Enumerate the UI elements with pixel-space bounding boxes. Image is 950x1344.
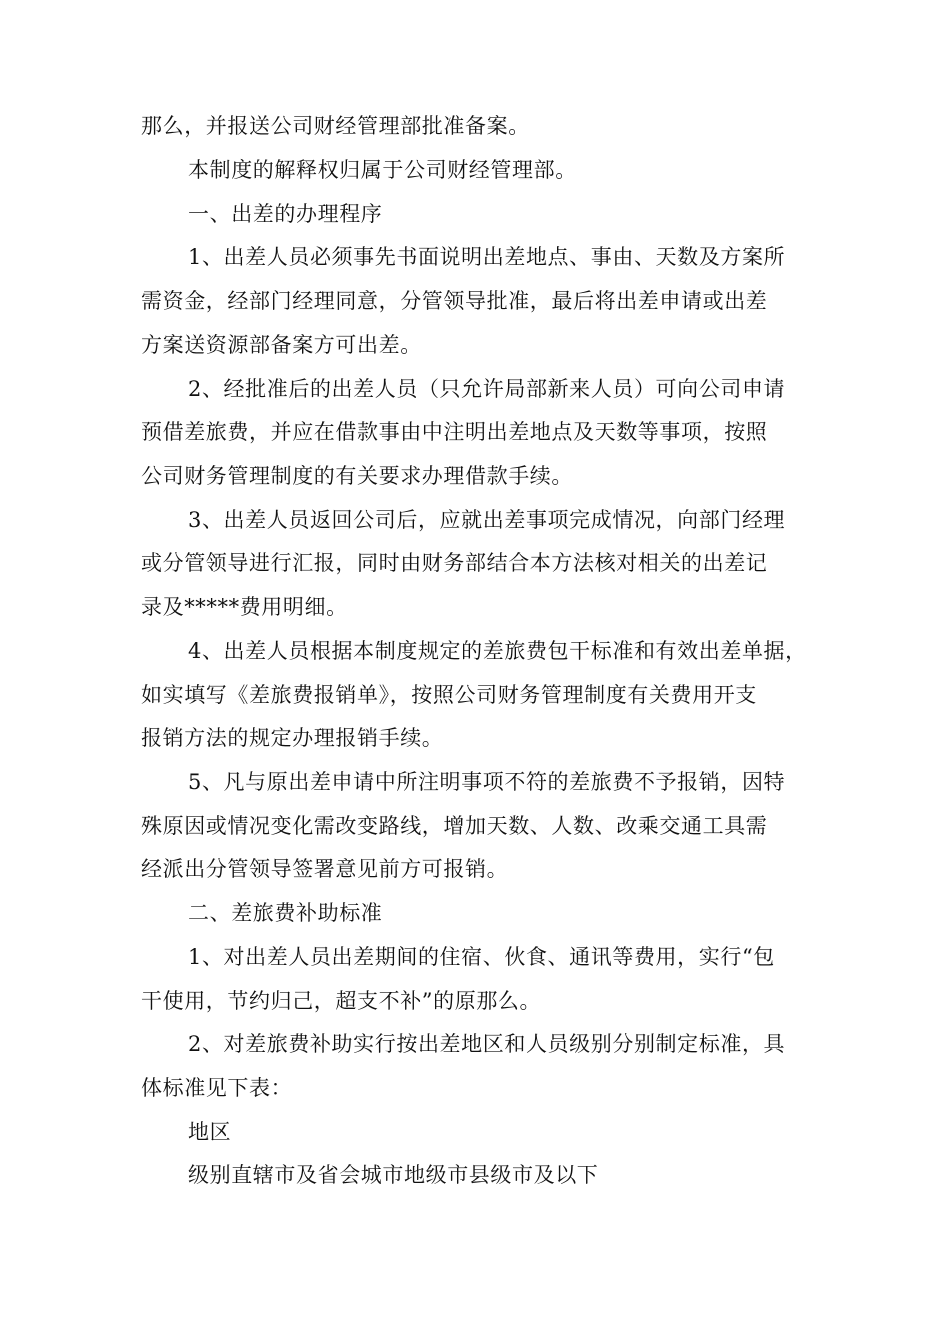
text-line: 那么，并报送公司财经管理部批准备案。	[141, 114, 530, 138]
text-line: 1、对出差人员出差期间的住宿、伙食、通讯等费用，实行“包	[188, 945, 775, 969]
text-line: 5、凡与原出差申请中所注明事项不符的差旅费不予报销，因特	[188, 770, 786, 794]
section-heading: 一、出差的办理程序	[188, 202, 383, 226]
text-line: 2、对差旅费补助实行按出差地区和人员级别分别制定标准，具	[188, 1032, 786, 1056]
text-line: 2、经批准后的出差人员（只允许局部新来人员）可向公司申请	[188, 377, 786, 401]
text-line: 报销方法的规定办理报销手续。	[141, 726, 444, 750]
text-line: 1、出差人员必须事先书面说明出差地点、事由、天数及方案所	[188, 245, 786, 269]
text-line: 干使用，节约归己，超支不补”的原那么。	[141, 989, 542, 1013]
table-header-levels: 级别直辖市及省会城市地级市县级市及以下	[188, 1163, 599, 1187]
text-line: 如实填写《差旅费报销单》，按照公司财务管理制度有关费用开支	[141, 683, 757, 707]
table-header-region: 地区	[188, 1120, 232, 1144]
text-line: 预借差旅费，并应在借款事由中注明出差地点及天数等事项，按照	[141, 420, 768, 444]
text-line: 本制度的解释权归属于公司财经管理部。	[188, 158, 577, 182]
text-line: 方案送资源部备案方可出差。	[141, 333, 422, 357]
text-line: 经派出分管领导签署意见前方可报销。	[141, 857, 509, 881]
text-line: 殊原因或情况变化需改变路线，增加天数、人数、改乘交通工具需	[141, 814, 768, 838]
section-heading: 二、差旅费补助标准	[188, 901, 383, 925]
text-line: 录及*****费用明细。	[141, 595, 348, 619]
text-line: 体标准见下表：	[141, 1076, 293, 1100]
text-line: 需资金，经部门经理同意，分管领导批准，最后将出差申请或出差	[141, 289, 768, 313]
text-line: 3、出差人员返回公司后，应就出差事项完成情况，向部门经理	[188, 508, 786, 532]
text-line: 4、出差人员根据本制度规定的差旅费包干标准和有效出差单据，	[188, 639, 807, 663]
text-line: 公司财务管理制度的有关要求办理借款手续。	[141, 464, 573, 488]
text-line: 或分管领导进行汇报，同时由财务部结合本方法核对相关的出差记	[141, 551, 768, 575]
